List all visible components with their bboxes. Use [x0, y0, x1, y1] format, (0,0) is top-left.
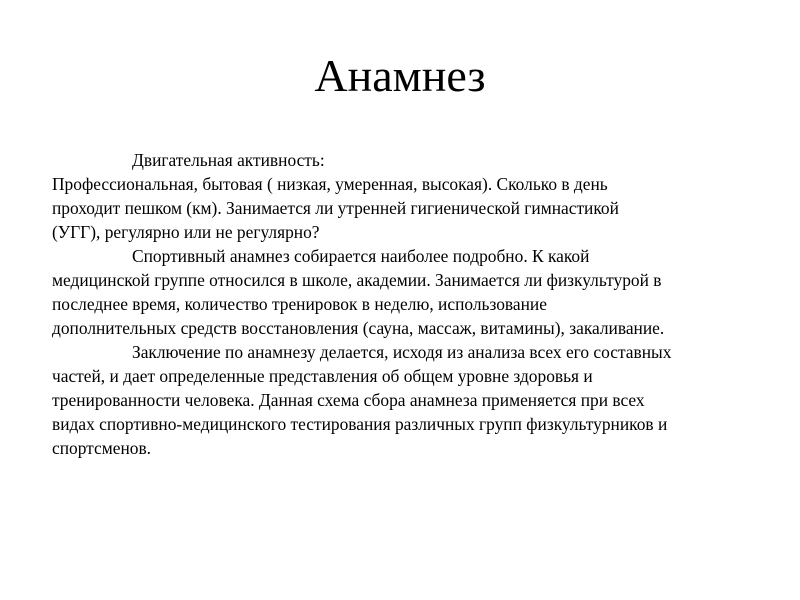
paragraph-start-sport-anamnesis: Спортивный анамнез собирается наиболее подробно. К какой [132, 246, 590, 266]
text-line: видах спортивно-медицинского тестирования различных групп физкультурников и [52, 414, 668, 434]
text-line: (УГГ), регулярно или не регулярно? [52, 222, 320, 242]
text-line: медицинской группе относился в школе, академии. Занимается ли физкультурой в [52, 270, 662, 290]
slide-title: Анамнез [314, 50, 486, 101]
text-line: частей, и дает определенные представления об общем уровне здоровья и [52, 366, 593, 386]
text-line: спортсменов. [52, 438, 152, 458]
text-line: тренированности человека. Данная схема сбора анамнеза применяется при всех [52, 390, 645, 410]
paragraph-heading-motor-activity: Двигательная активность: [132, 150, 325, 170]
text-line: Профессиональная, бытовая ( низкая, умеренная, высокая). Сколько в день [52, 174, 608, 194]
slide-body-text [52, 148, 764, 460]
paragraph-start-conclusion: Заключение по анамнезу делается, исходя из анализа всех его составных [132, 342, 672, 362]
text-line: последнее время, количество тренировок в неделю, использование [52, 294, 547, 314]
text-line: проходит пешком (км). Занимается ли утренней гигиенической гимнастикой [52, 198, 619, 218]
text-line: дополнительных средств восстановления (сауна, массаж, витамины), закаливание. [52, 318, 665, 338]
